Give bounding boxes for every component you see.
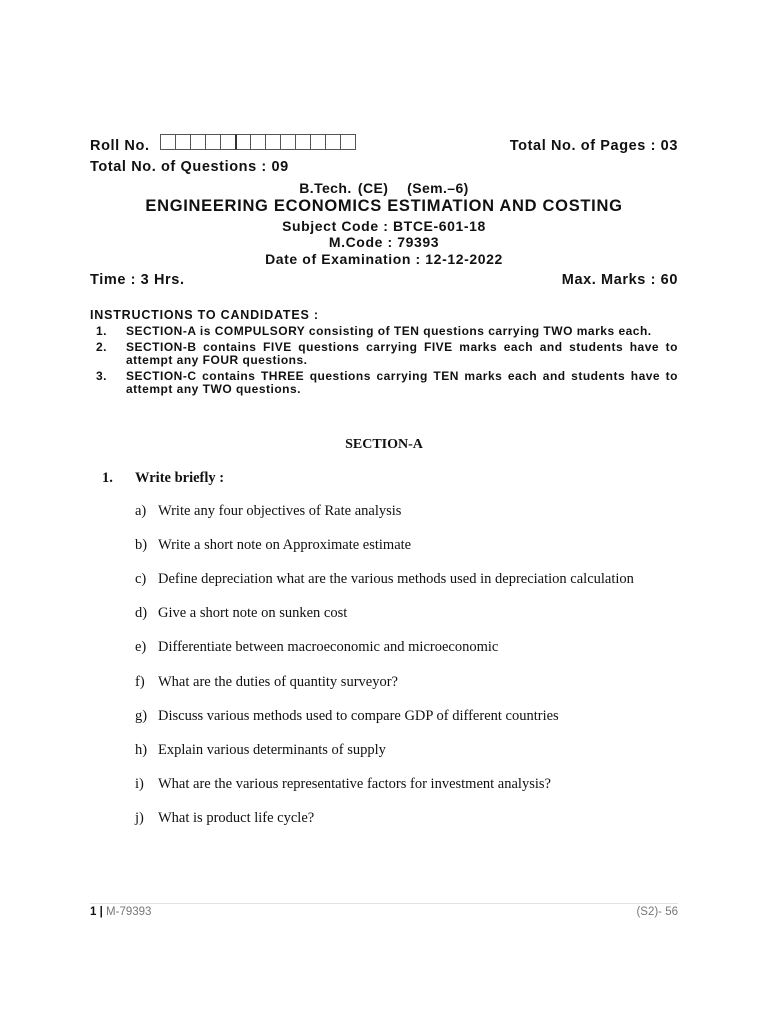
subquestion-label: d) bbox=[135, 605, 148, 621]
subquestion-f bbox=[135, 674, 398, 691]
instruction-number: 2. bbox=[96, 339, 108, 354]
subquestion-g bbox=[135, 708, 559, 725]
question-number: 1. bbox=[102, 470, 113, 486]
subquestion-label: i) bbox=[135, 776, 144, 792]
footer-divider bbox=[90, 903, 678, 904]
subquestion-text: What are the duties of quantity surveyor? bbox=[158, 674, 398, 690]
instruction-text: SECTION-B contains FIVE questions carrying FIVE marks each and students have to attempt any FOUR questions. bbox=[126, 339, 678, 367]
subquestion-text: Give a short note on sunken cost bbox=[158, 605, 348, 621]
instruction-text: SECTION-A is COMPULSORY consisting of TEN questions carrying TWO marks each. bbox=[126, 324, 652, 338]
exam-time: Time : 3 Hrs. bbox=[90, 272, 185, 288]
subquestion-label: h) bbox=[135, 742, 148, 758]
subquestion-label: b) bbox=[135, 537, 148, 553]
subquestion-i bbox=[135, 776, 551, 793]
subquestion-label: c) bbox=[135, 571, 147, 587]
roll-box[interactable] bbox=[310, 134, 326, 150]
roll-box[interactable] bbox=[325, 134, 341, 150]
subquestion-label: g) bbox=[135, 708, 148, 724]
instruction-item bbox=[90, 370, 678, 397]
max-marks: Max. Marks : 60 bbox=[561, 272, 678, 288]
subquestion-text: What are the various representative factors for investment analysis? bbox=[158, 776, 551, 792]
total-pages: Total No. of Pages : 03 bbox=[509, 138, 678, 154]
instruction-item bbox=[90, 341, 678, 368]
roll-box[interactable] bbox=[235, 134, 251, 150]
total-questions: Total No. of Questions : 09 bbox=[90, 159, 289, 175]
instruction-text: SECTION-C contains THREE questions carrying TEN marks each and students have to attempt any TWO questions. bbox=[126, 368, 678, 396]
subquestion-a bbox=[135, 503, 401, 520]
roll-box[interactable] bbox=[340, 134, 356, 150]
subquestion-label: j) bbox=[135, 810, 144, 826]
m-code: M.Code : 79393 bbox=[328, 234, 440, 250]
subquestion-j bbox=[135, 810, 314, 827]
paper-title: ENGINEERING ECONOMICS ESTIMATION AND COSTING bbox=[145, 197, 623, 215]
course-line: B.Tech. (CE) (Sem.–6) bbox=[299, 180, 469, 196]
subquestion-text: Differentiate between macroeconomic and microeconomic bbox=[158, 639, 499, 655]
subquestion-d bbox=[135, 605, 347, 622]
instructions-heading: INSTRUCTIONS TO CANDIDATES : bbox=[90, 308, 319, 322]
roll-box[interactable] bbox=[265, 134, 281, 150]
roll-box[interactable] bbox=[250, 134, 266, 150]
footer-separator: | bbox=[99, 906, 103, 918]
footer-code: M-79393 bbox=[106, 906, 152, 918]
question-text: Write briefly : bbox=[135, 470, 225, 486]
subquestion-c bbox=[135, 571, 634, 588]
roll-box[interactable] bbox=[190, 134, 206, 150]
exam-date: Date of Examination : 12-12-2022 bbox=[265, 251, 503, 267]
footer-page-number: 1 bbox=[90, 906, 97, 918]
roll-number-boxes[interactable] bbox=[160, 134, 355, 150]
subquestion-text: Discuss various methods used to compare GDP of different countries bbox=[158, 708, 559, 724]
subquestion-text: Write a short note on Approximate estimate bbox=[158, 537, 412, 553]
roll-number-label: Roll No. bbox=[90, 138, 150, 154]
roll-box[interactable] bbox=[160, 134, 176, 150]
subquestion-text: Write any four objectives of Rate analysis bbox=[158, 503, 402, 519]
footer-right: (S2)- 56 bbox=[636, 906, 678, 918]
roll-box[interactable] bbox=[220, 134, 236, 150]
instructions-list bbox=[90, 325, 678, 399]
subquestion-text: What is product life cycle? bbox=[158, 810, 315, 826]
footer-left bbox=[90, 906, 151, 918]
subquestion-label: f) bbox=[135, 674, 145, 690]
subquestion-e bbox=[135, 639, 498, 656]
subquestion-h bbox=[135, 742, 386, 759]
roll-box[interactable] bbox=[280, 134, 296, 150]
instruction-number: 1. bbox=[96, 324, 108, 338]
subquestion-label: a) bbox=[135, 503, 147, 519]
roll-box[interactable] bbox=[205, 134, 221, 150]
section-a-heading: SECTION-A bbox=[345, 437, 423, 452]
subject-code: Subject Code : BTCE-601-18 bbox=[282, 218, 486, 234]
instruction-item bbox=[90, 325, 678, 339]
instruction-number: 3. bbox=[96, 368, 108, 383]
roll-box[interactable] bbox=[175, 134, 191, 150]
subquestion-text: Define depreciation what are the various methods used in depreciation calculation bbox=[158, 571, 634, 587]
subquestion-b bbox=[135, 537, 411, 554]
subquestion-text: Explain various determinants of supply bbox=[158, 742, 386, 758]
subquestion-label: e) bbox=[135, 639, 147, 655]
roll-box[interactable] bbox=[295, 134, 311, 150]
